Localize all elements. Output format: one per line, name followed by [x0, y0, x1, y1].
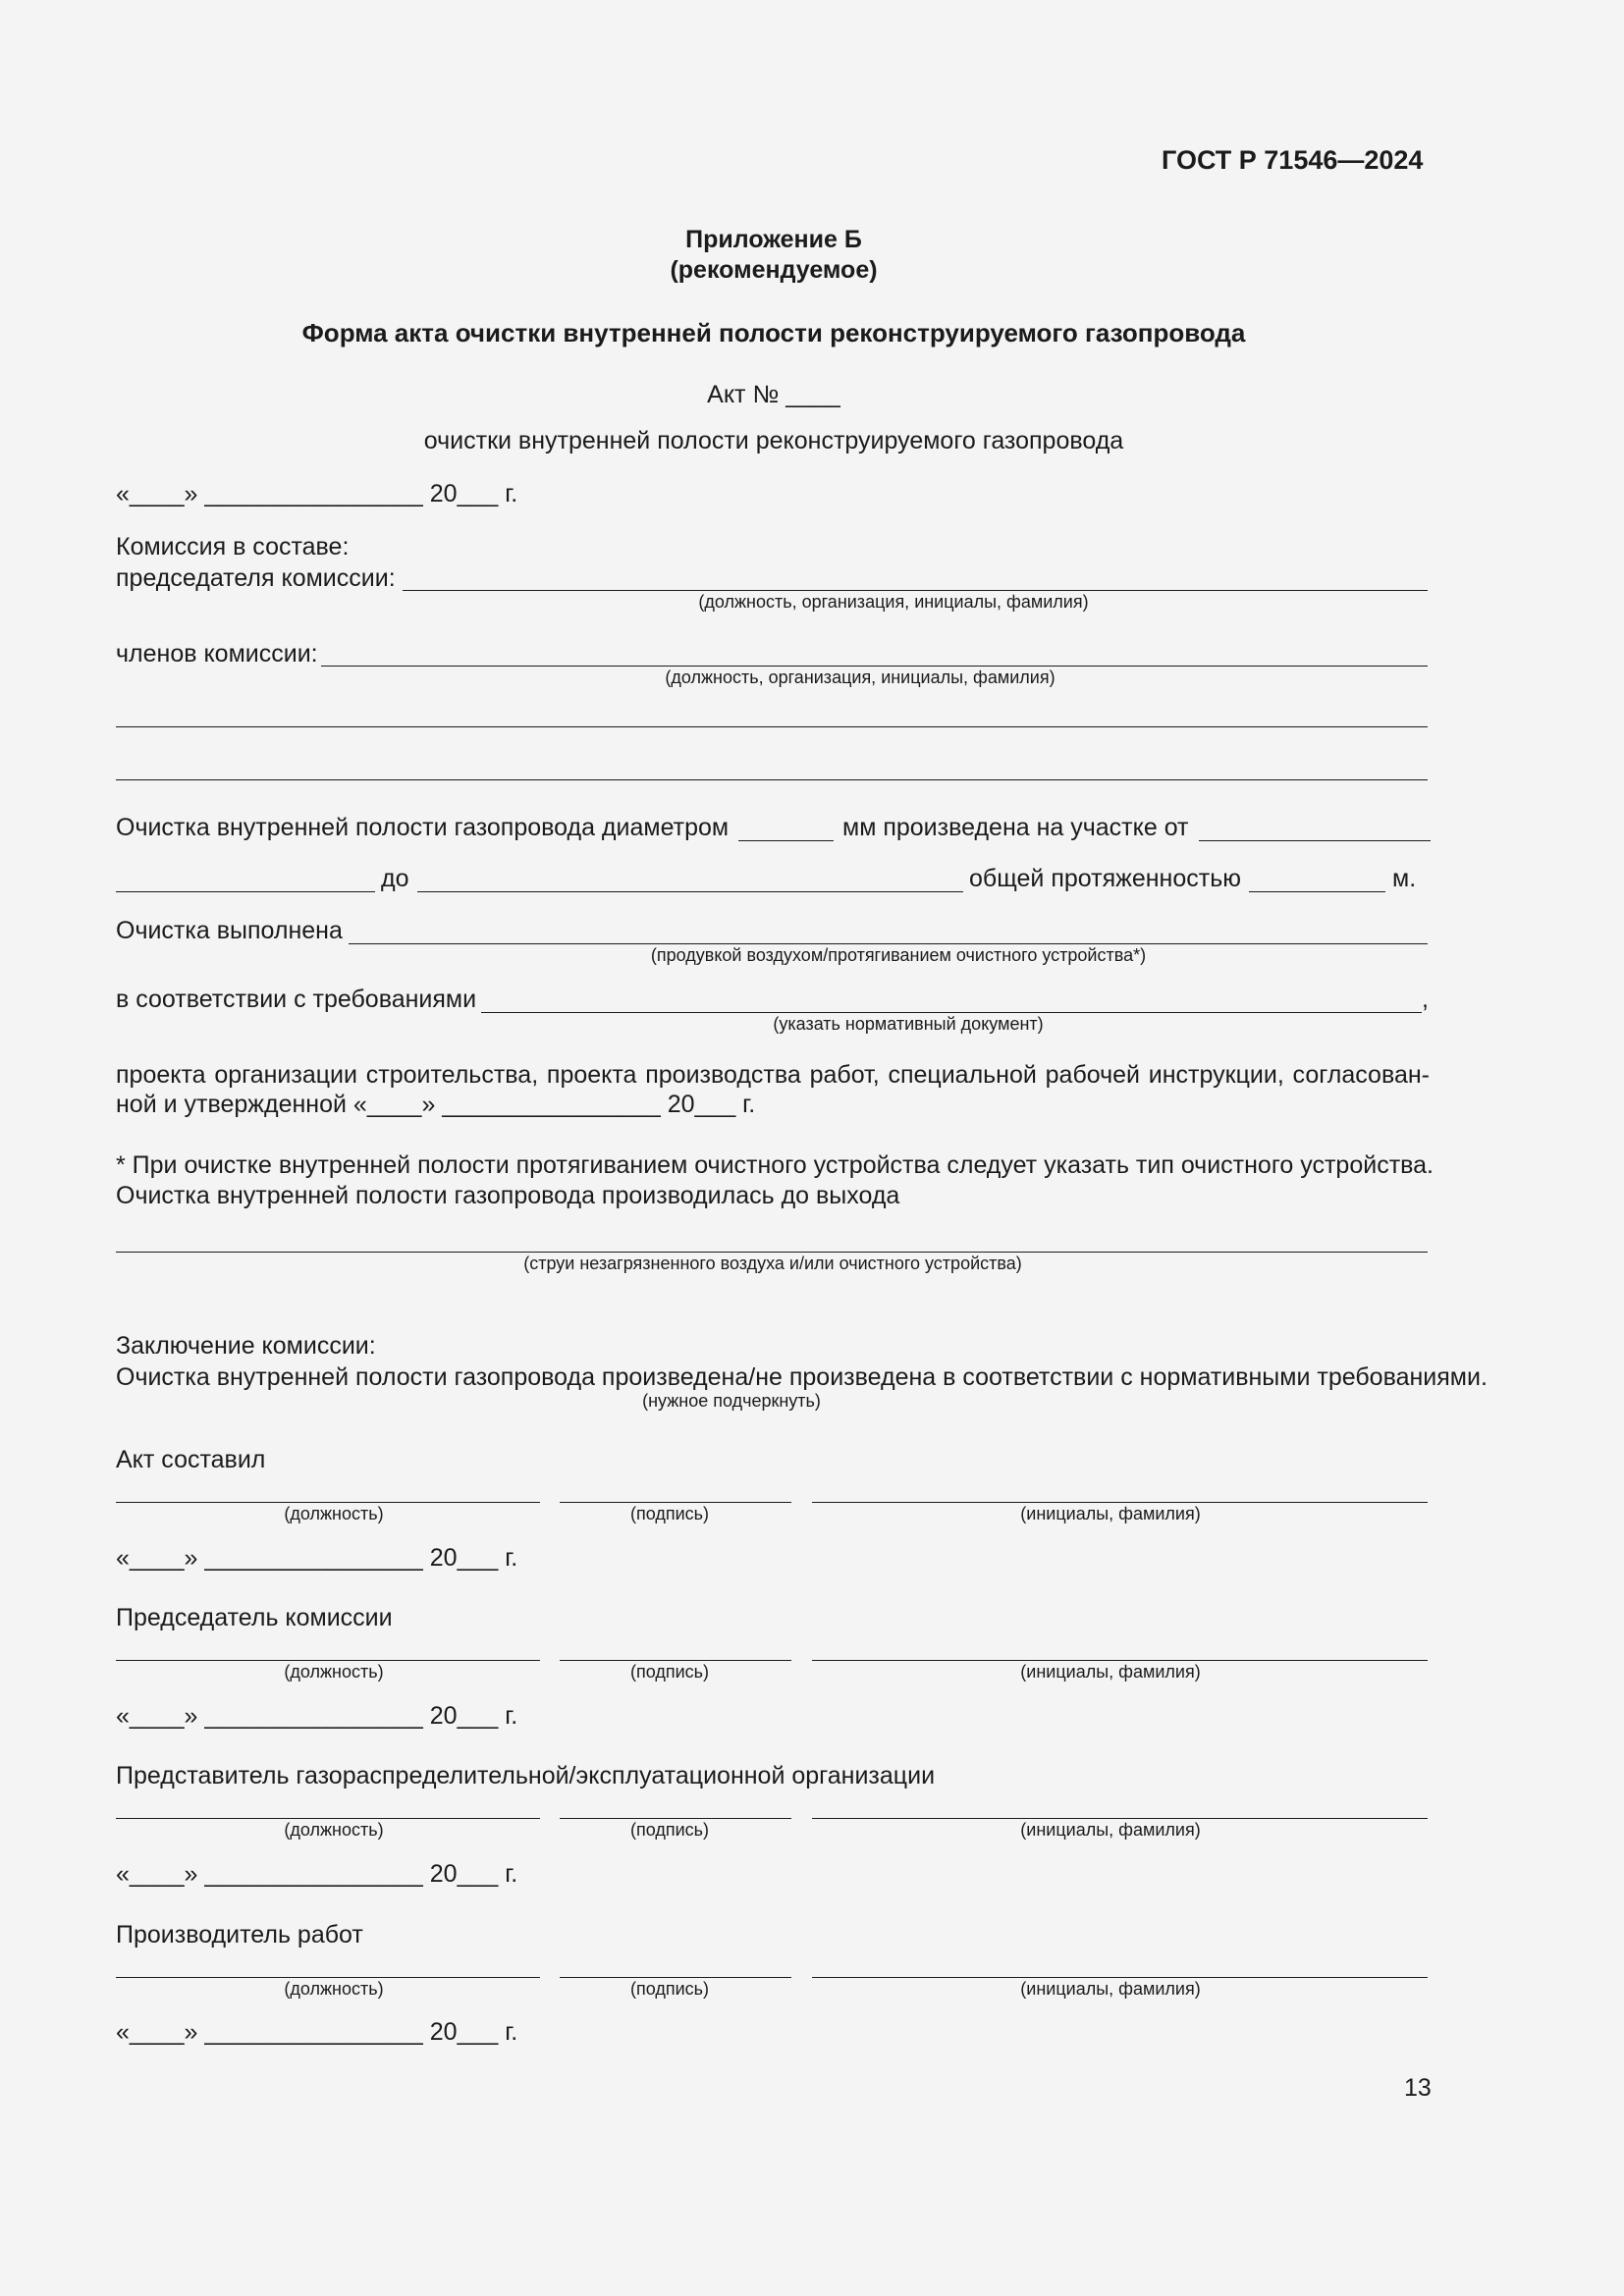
position-hint: (должность) [284, 1820, 384, 1840]
position-field[interactable] [116, 1660, 540, 1661]
signature-title: Председатель комиссии [116, 1604, 393, 1631]
signature-hint: (подпись) [629, 1979, 710, 1999]
footnote: * При очистке внутренней полости протягиванием очистного устройства следует указать тип очистного устройства. [116, 1151, 1434, 1179]
position-field[interactable] [116, 1502, 540, 1503]
page-number: 13 [1404, 2074, 1432, 2102]
chairman-label: председателя комиссии: [116, 564, 396, 592]
diameter-field[interactable] [738, 840, 834, 841]
members-hint: (должность, организация, инициалы, фамилия) [665, 667, 1056, 687]
signature-field[interactable] [560, 1977, 791, 1978]
to-label: до [381, 865, 409, 892]
until-exit-label: Очистка внутренней полости газопровода производилась до выхода [116, 1182, 900, 1209]
signature-date: «____» ________________ 20___ г. [116, 1702, 518, 1730]
appendix-title: Приложение Б [685, 226, 862, 253]
requirements-hint: (указать нормативный документ) [773, 1014, 1044, 1034]
performed-label: Очистка выполнена [116, 917, 343, 944]
signature-title: Акт составил [116, 1446, 266, 1473]
section-from-cont-field[interactable] [116, 891, 375, 892]
signature-field[interactable] [560, 1660, 791, 1661]
name-field[interactable] [812, 1977, 1428, 1978]
name-hint: (инициалы, фамилия) [1020, 1979, 1201, 1999]
position-hint: (должность) [284, 1662, 384, 1682]
diameter-mid: мм произведена на участке от [842, 814, 1189, 841]
length-label: общей протяженностью [969, 865, 1241, 892]
form-title: Форма акта очистки внутренней полости реконструируемого газопровода [301, 318, 1246, 347]
appendix-status: (рекомендуемое) [670, 256, 878, 284]
name-hint: (инициалы, фамилия) [1020, 1820, 1201, 1840]
signature-hint: (подпись) [629, 1662, 710, 1682]
exit-field[interactable] [116, 1252, 1428, 1253]
members-label: членов комиссии: [116, 640, 318, 667]
act-number: Акт № ____ [707, 381, 840, 408]
standard-number: ГОСТ Р 71546—2024 [1162, 145, 1424, 175]
project-line-1: проекта организации строительства, проекта производства работ, специальной рабочей инструкции, согласован- [116, 1061, 1430, 1089]
name-field[interactable] [812, 1502, 1428, 1503]
requirements-field[interactable] [481, 1012, 1422, 1013]
name-field[interactable] [812, 1660, 1428, 1661]
position-field[interactable] [116, 1818, 540, 1819]
project-line-2: ной и утвержденной «____» ________________ 20___ г. [116, 1091, 756, 1118]
exit-hint: (струи незагрязненного воздуха и/или очистного устройства) [523, 1254, 1022, 1273]
length-field[interactable] [1249, 891, 1385, 892]
conclusion-text: Очистка внутренней полости газопровода произведена/не произведена в соответствии с нормативными требованиями. [116, 1363, 1488, 1391]
signature-title: Производитель работ [116, 1921, 363, 1949]
act-subtitle: очистки внутренней полости реконструируемого газопровода [423, 427, 1124, 454]
position-hint: (должность) [284, 1979, 384, 1999]
chairman-hint: (должность, организация, инициалы, фамилия) [698, 592, 1089, 612]
signature-date: «____» ________________ 20___ г. [116, 2018, 518, 2046]
performed-hint: (продувкой воздухом/протягиванием очистного устройства*) [650, 945, 1147, 965]
signature-date: «____» ________________ 20___ г. [116, 1544, 518, 1572]
members-field[interactable] [321, 666, 1428, 667]
performed-field[interactable] [349, 943, 1428, 944]
conclusion-title: Заключение комиссии: [116, 1332, 376, 1360]
position-hint: (должность) [284, 1504, 384, 1523]
requirements-comma: , [1422, 986, 1429, 1013]
section-to-field[interactable] [417, 891, 963, 892]
diameter-prefix: Очистка внутренней полости газопровода диаметром [116, 814, 730, 841]
members-field-line-2[interactable] [116, 726, 1428, 727]
signature-title: Представитель газораспределительной/эксплуатационной организации [116, 1762, 936, 1789]
section-from-field[interactable] [1199, 840, 1431, 841]
name-hint: (инициалы, фамилия) [1020, 1662, 1201, 1682]
signature-field[interactable] [560, 1502, 791, 1503]
name-field[interactable] [812, 1818, 1428, 1819]
conclusion-hint: (нужное подчеркнуть) [642, 1391, 821, 1411]
length-unit: м. [1392, 865, 1417, 892]
act-date: «____» ________________ 20___ г. [116, 480, 518, 507]
signature-hint: (подпись) [629, 1504, 710, 1523]
signature-date: «____» ________________ 20___ г. [116, 1860, 518, 1888]
chairman-field[interactable] [403, 590, 1428, 591]
signature-hint: (подпись) [629, 1820, 710, 1840]
position-field[interactable] [116, 1977, 540, 1978]
signature-field[interactable] [560, 1818, 791, 1819]
name-hint: (инициалы, фамилия) [1020, 1504, 1201, 1523]
requirements-label: в соответствии с требованиями [116, 986, 477, 1013]
members-field-line-3[interactable] [116, 779, 1428, 780]
commission-intro: Комиссия в составе: [116, 533, 350, 561]
